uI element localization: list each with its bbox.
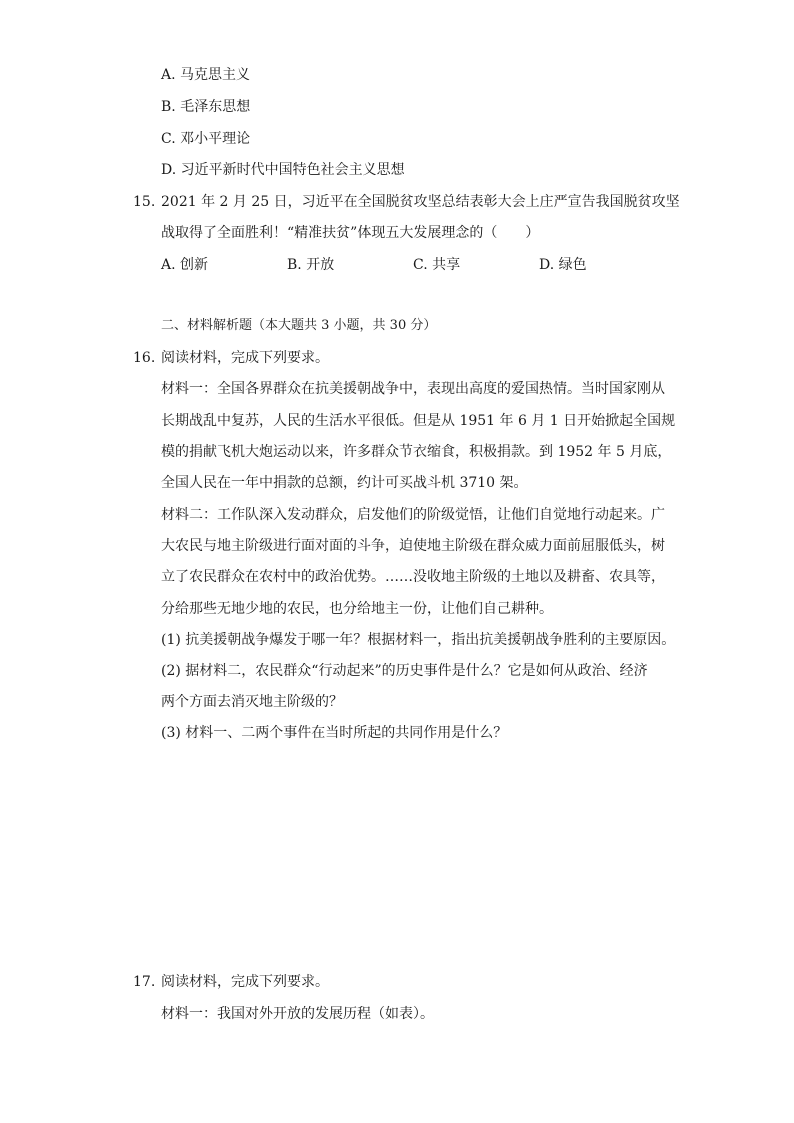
q15-option-b: B. 开放: [287, 257, 335, 273]
q15-option-a: A. 创新: [161, 257, 209, 273]
q16-material1-line2: 长期战乱中复苏，人民的生活水平很低。但是从 1951 年 6 月 1 日开始掀起全国规: [161, 413, 676, 429]
q14-option-d: D. 习近平新时代中国特色社会主义思想: [161, 162, 405, 178]
q15-option-d: D. 绿色: [539, 257, 587, 273]
q16-question-2-cont: 两个方面去消灭地主阶级的？: [161, 694, 343, 710]
q17-intro: 阅读材料，完成下列要求。: [161, 974, 329, 990]
q16-question-1: (1) 抗美援朝战争爆发于哪一年？根据材料一，指出抗美援朝战争胜利的主要原因。: [161, 632, 676, 648]
q15-stem-line2: 战取得了全面胜利！“精准扶贫”体现五大发展理念的（ ）: [161, 225, 540, 241]
q16-material2-line2: 大农民与地主阶级进行面对面的斗争，迫使地主阶级在群众威力面前屈服低头，树: [161, 538, 665, 554]
q16-question-2: (2) 据材料二，农民群众“行动起来”的历史事件是什么？它是如何从政治、经济: [161, 663, 648, 679]
q16-question-3: (3) 材料一、二两个事件在当时所起的共同作用是什么？: [161, 725, 508, 741]
q14-option-c: C. 邓小平理论: [161, 131, 251, 147]
q15-number: 15.: [133, 194, 156, 210]
q17-material1: 材料一：我国对外开放的发展历程（如表）。: [161, 1006, 434, 1022]
q14-option-b: B. 毛泽东思想: [161, 99, 251, 115]
section-2-heading: 二、材料解析题（本大题共 3 小题，共 30 分）: [161, 318, 437, 333]
q16-intro: 阅读材料，完成下列要求。: [161, 350, 329, 366]
q16-number: 16.: [133, 350, 156, 366]
q16-material1-line4: 全国人民在一年中捐款的总额，约计可买战斗机 3710 架。: [161, 475, 528, 491]
q16-material1-line3: 模的捐献飞机大炮运动以来，许多群众节衣缩食，积极捐款。到 1952 年 5 月底，: [161, 444, 672, 460]
q16-material1-line1: 材料一：全国各界群众在抗美援朝战争中，表现出高度的爱国热情。当时国家刚从: [161, 381, 665, 397]
q16-material2-line4: 分给那些无地少地的农民，也分给地主一份，让他们自己耕种。: [161, 601, 553, 617]
q14-option-a: A. 马克思主义: [161, 67, 251, 83]
q16-material2-line1: 材料二：工作队深入发动群众，启发他们的阶级觉悟，让他们自觉地行动起来。广: [161, 507, 665, 523]
q15-option-c: C. 共享: [413, 257, 461, 273]
q17-number: 17.: [133, 974, 156, 990]
q16-material2-line3: 立了农民群众在农村中的政治优势。……没收地主阶级的土地以及耕畜、农具等，: [161, 569, 665, 585]
q15-stem-line1: 2021 年 2 月 25 日，习近平在全国脱贫攻坚总结表彰大会上庄严宣告我国脱贫攻坚: [161, 194, 680, 210]
